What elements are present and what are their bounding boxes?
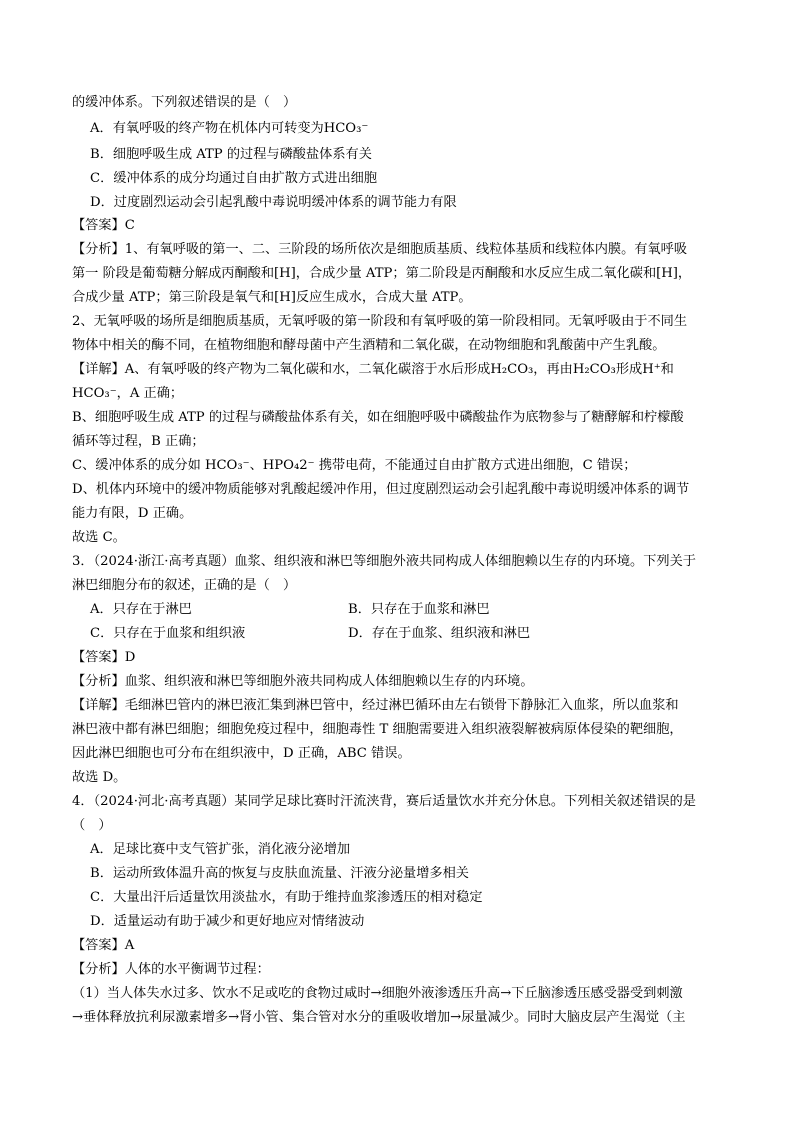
- text-line: 循环等过程，B 正确；: [72, 434, 205, 449]
- text-line: HCO₃⁻，A 正确；: [72, 386, 184, 401]
- question-3-stem: 3．（2024·浙江·高考真题）血浆、组织液和淋巴等细胞外液共同构成人体细胞赖以生存的内环境。下列关于: [72, 554, 696, 569]
- text-line: （1）当人体失水过多、饮水不足或吃的食物过咸时→细胞外液渗透压升高→下丘脑渗透压感受器受到刺激: [72, 986, 683, 1001]
- answer-line: 【答案】D: [72, 650, 136, 665]
- option-a: A．有氧呼吸的终产物在机体内可转变为HCO₃⁻: [90, 121, 369, 136]
- text-line: 第一 阶段是葡萄糖分解成丙酮酸和[H]，合成少量 ATP；第二阶段是丙酮酸和水反应生成二氧化碳和[H]，: [72, 266, 692, 281]
- option-a: A．足球比赛中支气管扩张，消化液分泌增加: [90, 842, 351, 857]
- option-a: A．只存在于淋巴: [90, 602, 192, 617]
- option-b: B．运动所致体温升高的恢复与皮肤血流量、汗液分泌量增多相关: [90, 866, 469, 881]
- analysis-line: 【分析】血浆、组织液和淋巴等细胞外液共同构成人体细胞赖以生存的内环境。: [72, 674, 534, 689]
- answer-line: 【答案】C: [72, 218, 135, 233]
- text-line: 淋巴液中都有淋巴细胞；细胞免疫过程中，细胞毒性 T 细胞需要进入组织液裂解被病原体侵染的靶细胞，: [72, 722, 683, 737]
- option-d: D．过度剧烈运动会引起乳酸中毒说明缓冲体系的调节能力有限: [90, 195, 457, 210]
- option-b: B．细胞呼吸生成 ATP 的过程与磷酸盐体系有关: [90, 147, 372, 162]
- analysis-line: 【分析】人体的水平衡调节过程：: [72, 962, 270, 977]
- detail-line: 【详解】A、有氧呼吸的终产物为二氧化碳和水，二氧化碳溶于水后形成H₂CO₃，再由H₂CO₃形成H⁺和: [72, 362, 674, 377]
- question-4-stem: 4．（2024·河北·高考真题）某同学足球比赛时汗流浃背，赛后适量饮水并充分休息。下列相关叙述错误的是: [72, 794, 696, 809]
- text-line: C、缓冲体系的成分如 HCO₃⁻、HPO₄2⁻ 携带电荷，不能通过自由扩散方式进出细胞，C 错误；: [72, 458, 637, 473]
- text-line: →垂体释放抗利尿激素增多→肾小管、集合管对水分的重吸收增加→尿量减少。同时大脑皮层产生渴觉（主: [72, 1010, 686, 1025]
- conclusion-line: 故选 D。: [72, 770, 127, 785]
- option-b: B．只存在于血浆和淋巴: [348, 602, 490, 617]
- option-d: D．存在于血浆、组织液和淋巴: [348, 626, 531, 641]
- text-line: B、细胞呼吸生成 ATP 的过程与磷酸盐体系有关，如在细胞呼吸中磷酸盐作为底物参与了糖酵解和柠檬酸: [72, 410, 684, 425]
- analysis-line: 【分析】1、有氧呼吸的第一、二、三阶段的场所依次是细胞质基质、线粒体基质和线粒体内膜。有氧呼吸: [72, 242, 688, 257]
- text-line: 物体中相关的酶不同，在植物细胞和酵母菌中产生酒精和二氧化碳，在动物细胞和乳酸菌中产生乳酸。: [72, 338, 666, 353]
- text-line: 2、无氧呼吸的场所是细胞质基质，无氧呼吸的第一阶段和有氧呼吸的第一阶段相同。无氧呼吸由于不同生: [72, 314, 688, 329]
- text-line: 淋巴细胞分布的叙述，正确的是（ ）: [72, 578, 297, 593]
- option-d: D．适量运动有助于减少和更好地应对情绪波动: [90, 914, 365, 929]
- option-c: C．只存在于血浆和组织液: [90, 626, 246, 641]
- answer-line: 【答案】A: [72, 938, 135, 953]
- text-line: D、机体内环境中的缓冲物质能够对乳酸起缓冲作用，但过度剧烈运动会引起乳酸中毒说明缓冲体系的调节: [72, 482, 690, 497]
- text-line: 合成少量 ATP；第三阶段是氧气和[H]反应生成水，合成大量 ATP。: [72, 290, 472, 305]
- detail-line: 【详解】毛细淋巴管内的淋巴液汇集到淋巴管中，经过淋巴循环由左右锁骨下静脉汇入血浆，所以血浆和: [72, 698, 679, 713]
- option-c: C．缓冲体系的成分均通过自由扩散方式进出细胞: [90, 171, 378, 186]
- text-line: （ ）: [72, 818, 112, 833]
- text-line: 因此淋巴细胞也可分布在组织液中，D 正确，ABC 错误。: [72, 746, 411, 761]
- text-line: 能力有限，D 正确。: [72, 506, 193, 521]
- option-c: C．大量出汗后适量饮用淡盐水，有助于维持血浆渗透压的相对稳定: [90, 890, 483, 905]
- conclusion-line: 故选 C。: [72, 530, 126, 545]
- text-line: 的缓冲体系。下列叙述错误的是（ ）: [72, 95, 297, 110]
